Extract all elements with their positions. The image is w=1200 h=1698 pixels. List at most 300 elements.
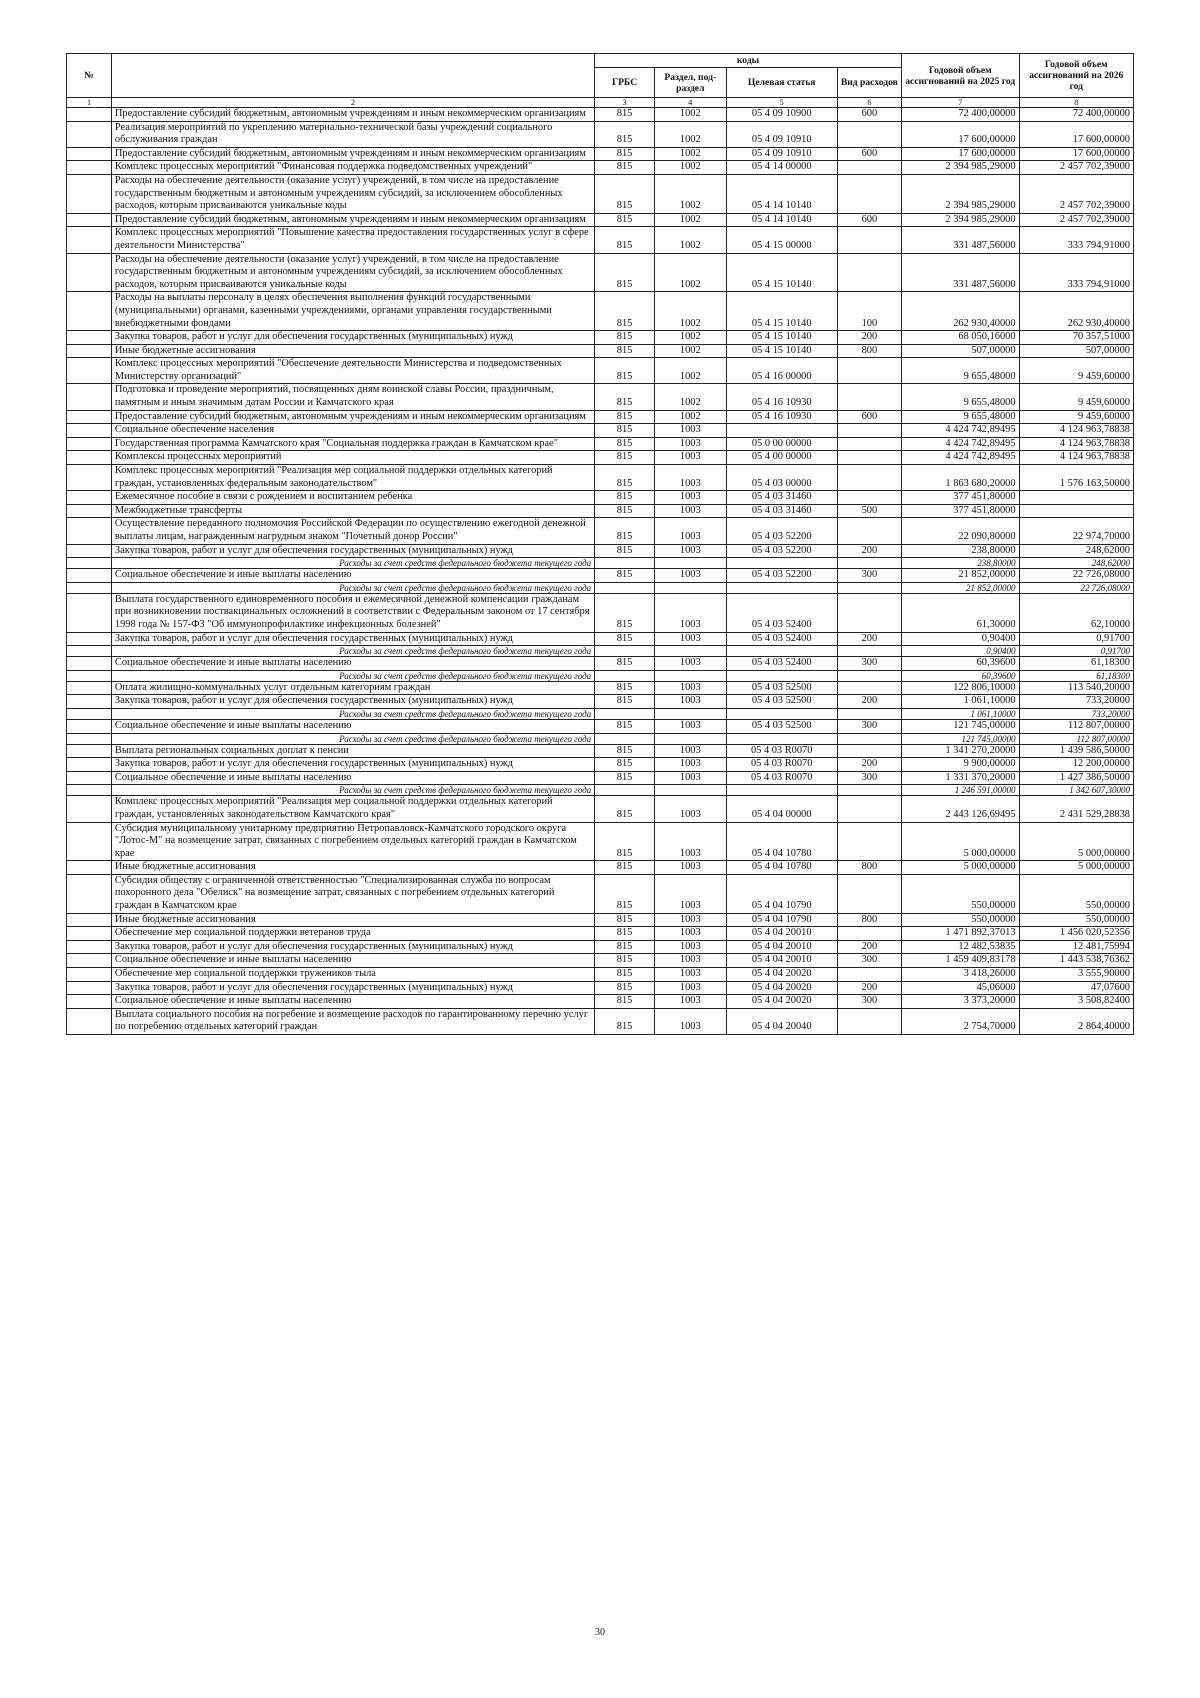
row-value-2026: 333 794,91000 [1019,253,1133,292]
row-target [726,670,837,681]
row-name: Предоставление субсидий бюджетным, автономным учреждениям и иным некоммерческим организациям [111,213,594,227]
row-grbs: 815 [595,518,655,544]
row-value-2026: 22 974,70000 [1019,518,1133,544]
row-number [67,544,112,558]
row-value-2026: 1 443 538,76362 [1019,954,1133,968]
row-kind: 600 [837,213,901,227]
row-target [726,708,837,719]
row-target: 05 4 04 20010 [726,954,837,968]
row-grbs [595,558,655,569]
row-name: Социальное обеспечение и иные выплаты населению [111,995,594,1009]
subtotal-row [67,733,1134,744]
row-number [67,940,112,954]
table-row [67,569,1134,583]
row-grbs: 815 [595,695,655,709]
row-grbs: 815 [595,822,655,861]
row-target: 05 4 03 00000 [726,465,837,491]
row-value-2025: 9 655,48000 [901,384,1019,410]
row-grbs: 815 [595,544,655,558]
budget-table [66,53,1134,1035]
row-name: Расходы за счет средств федерального бюджета текущего года [111,582,594,593]
row-value-2026: 2 457 702,39000 [1019,161,1133,175]
row-value-2026: 733,20000 [1019,708,1133,719]
row-kind: 600 [837,147,901,161]
table-row [67,1008,1134,1034]
row-target: 05 4 09 10910 [726,121,837,147]
row-number [67,913,112,927]
row-section: 1003 [654,771,726,785]
row-kind: 200 [837,331,901,345]
row-grbs: 815 [595,927,655,941]
col-num: 6 [837,98,901,108]
row-target: 05 4 03 52400 [726,657,837,671]
row-value-2025: 1 471 892,37013 [901,927,1019,941]
table-row [67,744,1134,758]
row-name: Закупка товаров, работ и услуг для обеспечения государственных (муниципальных) нужд [111,695,594,709]
row-target: 05 4 03 52200 [726,569,837,583]
row-grbs: 815 [595,437,655,451]
row-value-2025: 2 394 985,29000 [901,174,1019,213]
row-kind [837,744,901,758]
row-target: 05 4 03 52200 [726,518,837,544]
row-number [67,558,112,569]
row-grbs: 815 [595,861,655,875]
row-section: 1003 [654,981,726,995]
row-section: 1002 [654,292,726,331]
row-number [67,582,112,593]
row-grbs: 815 [595,719,655,733]
row-value-2025: 5 000,00000 [901,822,1019,861]
row-section: 1003 [654,913,726,927]
row-value-2026: 507,00000 [1019,344,1133,358]
row-target: 05 4 03 52400 [726,632,837,646]
row-value-2025: 21 852,00000 [901,569,1019,583]
header-codes: коды [595,54,902,68]
row-grbs: 815 [595,358,655,384]
col-num: 1 [67,98,112,108]
row-section: 1002 [654,227,726,253]
row-value-2025: 1 459 409,83178 [901,954,1019,968]
row-target: 05 4 15 10140 [726,253,837,292]
row-value-2026: 12 481,75994 [1019,940,1133,954]
row-section: 1003 [654,822,726,861]
row-number [67,981,112,995]
row-value-2025: 122 806,10000 [901,681,1019,695]
row-value-2026: 112 807,00000 [1019,733,1133,744]
row-value-2026: 9 459,60000 [1019,384,1133,410]
row-kind [837,874,901,913]
row-value-2026: 3 508,82400 [1019,995,1133,1009]
row-kind [837,582,901,593]
subtotal-row [67,708,1134,719]
row-value-2025: 3 373,20000 [901,995,1019,1009]
row-grbs: 815 [595,410,655,424]
row-section: 1003 [654,451,726,465]
row-value-2026: 113 540,20000 [1019,681,1133,695]
row-section: 1003 [654,927,726,941]
row-value-2025: 1 061,10000 [901,708,1019,719]
table-row [67,161,1134,175]
row-name: Предоставление субсидий бюджетным, автономным учреждениям и иным некоммерческим организациям [111,108,594,122]
row-kind: 300 [837,719,901,733]
row-value-2026: 1 342 607,30000 [1019,785,1133,796]
row-target: 05 4 15 10140 [726,331,837,345]
table-row [67,518,1134,544]
row-name: Комплекс процессных мероприятий "Реализация мер социальной поддержки отдельных категорий граждан, установленных федеральным законодательством" [111,465,594,491]
row-grbs: 815 [595,913,655,927]
row-grbs: 815 [595,121,655,147]
row-kind [837,670,901,681]
row-grbs: 815 [595,504,655,518]
row-name: Обеспечение мер социальной поддержки тружеников тыла [111,968,594,982]
row-name: Расходы за счет средств федерального бюджета текущего года [111,646,594,657]
row-kind: 300 [837,657,901,671]
row-value-2025: 2 394 985,29000 [901,161,1019,175]
row-kind [837,646,901,657]
row-value-2025: 377 451,80000 [901,504,1019,518]
row-value-2025: 262 930,40000 [901,292,1019,331]
row-number [67,995,112,1009]
row-value-2025: 1 246 591,00000 [901,785,1019,796]
row-number [67,227,112,253]
row-target: 05 4 16 10930 [726,384,837,410]
row-kind [837,465,901,491]
row-kind [837,593,901,632]
row-value-2026: 5 000,00000 [1019,822,1133,861]
row-section [654,582,726,593]
row-grbs [595,670,655,681]
col-num: 3 [595,98,655,108]
row-value-2026: 2 457 702,39000 [1019,174,1133,213]
row-name: Социальное обеспечение и иные выплаты населению [111,719,594,733]
row-section: 1002 [654,161,726,175]
row-value-2026: 0,91700 [1019,632,1133,646]
row-value-2025: 2 394 985,29000 [901,213,1019,227]
row-name: Иные бюджетные ассигнования [111,344,594,358]
row-number [67,384,112,410]
row-value-2025: 12 482,53835 [901,940,1019,954]
row-number [67,681,112,695]
row-target: 05 4 03 R0070 [726,771,837,785]
row-kind: 600 [837,108,901,122]
row-section: 1003 [654,968,726,982]
row-number [67,465,112,491]
row-name: Комплексы процессных мероприятий [111,451,594,465]
row-grbs: 815 [595,569,655,583]
row-section: 1003 [654,504,726,518]
row-name: Выплата социального пособия на погребение и возмещение расходов по гарантированному перечню услуг по погребению отдельных категорий граждан [111,1008,594,1034]
row-name: Оплата жилищно-коммунальных услуг отдельным категориям граждан [111,681,594,695]
row-value-2026: 112 807,00000 [1019,719,1133,733]
row-name: Расходы на обеспечение деятельности (оказание услуг) учреждений, в том числе на предоставление государственным бюджетным и автономным учреждениям субсидий, за исключением обособленных расходов, которым присваиваются уникальные коды [111,253,594,292]
table-row [67,995,1134,1009]
row-section: 1003 [654,1008,726,1034]
row-grbs: 815 [595,292,655,331]
row-value-2025: 4 424 742,89495 [901,437,1019,451]
row-value-2025: 331 487,56000 [901,253,1019,292]
row-value-2025: 5 000,00000 [901,861,1019,875]
row-number [67,657,112,671]
row-value-2025: 238,80000 [901,558,1019,569]
table-row [67,695,1134,709]
row-section [654,785,726,796]
row-target: 05 4 03 52500 [726,681,837,695]
row-number [67,695,112,709]
row-value-2026 [1019,491,1133,505]
row-value-2025: 45,06000 [901,981,1019,995]
row-number [67,785,112,796]
row-grbs: 815 [595,796,655,822]
row-section: 1003 [654,719,726,733]
row-number [67,593,112,632]
row-kind [837,121,901,147]
row-target: 05 4 04 00000 [726,796,837,822]
row-section [654,708,726,719]
row-section: 1003 [654,593,726,632]
row-kind: 200 [837,632,901,646]
row-target: 05 4 15 00000 [726,227,837,253]
row-grbs: 815 [595,954,655,968]
table-row [67,927,1134,941]
row-kind: 200 [837,758,901,772]
row-name: Социальное обеспечение населения [111,424,594,438]
row-target: 05 4 04 10780 [726,822,837,861]
row-kind [837,785,901,796]
row-kind: 100 [837,292,901,331]
row-kind [837,1008,901,1034]
table-row [67,253,1134,292]
row-kind [837,424,901,438]
row-value-2025: 331 487,56000 [901,227,1019,253]
row-value-2026: 47,07600 [1019,981,1133,995]
row-value-2026: 22 726,08000 [1019,569,1133,583]
row-section: 1003 [654,518,726,544]
row-number [67,708,112,719]
row-number [67,344,112,358]
table-row [67,981,1134,995]
row-grbs: 815 [595,491,655,505]
row-number [67,424,112,438]
row-section: 1002 [654,174,726,213]
row-target: 05 4 03 52500 [726,695,837,709]
row-number [67,1008,112,1034]
row-section: 1002 [654,331,726,345]
row-section: 1002 [654,253,726,292]
header-kind: Вид расходов [837,68,901,98]
row-grbs: 815 [595,995,655,1009]
row-kind: 300 [837,995,901,1009]
col-num: 2 [111,98,594,108]
row-number [67,861,112,875]
row-value-2026 [1019,504,1133,518]
row-name: Выплата региональных социальных доплат к пенсии [111,744,594,758]
row-number [67,822,112,861]
row-grbs: 815 [595,874,655,913]
row-name: Расходы за счет средств федерального бюджета текущего года [111,733,594,744]
row-kind [837,733,901,744]
row-section: 1002 [654,410,726,424]
row-name: Подготовка и проведение мероприятий, посвященных дням воинской славы России, праздничным, памятным и иным значимым датам России и Камчатского края [111,384,594,410]
table-row [67,632,1134,646]
row-value-2026: 248,62000 [1019,558,1133,569]
row-kind: 800 [837,344,901,358]
row-number [67,719,112,733]
row-number [67,796,112,822]
row-kind [837,174,901,213]
row-name: Расходы за счет средств федерального бюджета текущего года [111,708,594,719]
col-num: 8 [1019,98,1133,108]
table-row [67,121,1134,147]
row-grbs: 815 [595,593,655,632]
table-row [67,358,1134,384]
row-section: 1002 [654,213,726,227]
row-value-2026: 5 000,00000 [1019,861,1133,875]
row-value-2026: 17 600,00000 [1019,147,1133,161]
table-row [67,424,1134,438]
row-value-2026: 61,18300 [1019,657,1133,671]
row-section: 1003 [654,995,726,1009]
row-name: Предоставление субсидий бюджетным, автономным учреждениям и иным некоммерческим организациям [111,410,594,424]
row-value-2026: 2 431 529,28838 [1019,796,1133,822]
row-target: 05 4 15 10140 [726,344,837,358]
row-kind [837,491,901,505]
row-value-2026: 1 439 586,50000 [1019,744,1133,758]
row-target: 05 4 03 52400 [726,593,837,632]
row-kind [837,558,901,569]
row-value-2025: 21 852,00000 [901,582,1019,593]
row-number [67,358,112,384]
table-row [67,465,1134,491]
row-value-2026: 1 427 386,50000 [1019,771,1133,785]
row-number [67,744,112,758]
row-value-2025: 17 600,00000 [901,121,1019,147]
row-section: 1003 [654,657,726,671]
row-name: Комплекс процессных мероприятий "Повышение качества предоставления государственных услуг в сфере деятельности Министерства" [111,227,594,253]
table-row [67,719,1134,733]
row-number [67,491,112,505]
row-target [726,646,837,657]
row-section [654,558,726,569]
row-section: 1003 [654,491,726,505]
row-name: Комплекс процессных мероприятий "Финансовая поддержка подведомственных учреждений" [111,161,594,175]
table-row [67,384,1134,410]
row-value-2026: 4 124 963,78838 [1019,437,1133,451]
row-grbs [595,646,655,657]
row-grbs [595,582,655,593]
row-value-2026: 3 555,90000 [1019,968,1133,982]
row-kind [837,968,901,982]
row-name: Комплекс процессных мероприятий "Обеспечение деятельности Министерства и подведомственных Министерству организаций" [111,358,594,384]
row-name: Социальное обеспечение и иные выплаты населению [111,569,594,583]
row-name: Расходы на обеспечение деятельности (оказание услуг) учреждений, в том числе на предоставление государственным бюджетным и автономным учреждениям субсидий, за исключением обособленных расходов, которым присваиваются уникальные коды [111,174,594,213]
row-grbs: 815 [595,424,655,438]
table-row [67,796,1134,822]
row-name: Иные бюджетные ассигнования [111,913,594,927]
row-number [67,437,112,451]
row-target: 05 4 03 31460 [726,504,837,518]
row-section: 1003 [654,940,726,954]
row-value-2026: 1 456 020,52356 [1019,927,1133,941]
header-number: № [67,54,112,98]
table-row [67,504,1134,518]
table-row [67,544,1134,558]
row-number [67,147,112,161]
row-number [67,954,112,968]
table-row [67,593,1134,632]
row-target: 05 4 04 20020 [726,981,837,995]
row-kind [837,161,901,175]
row-value-2025: 507,00000 [901,344,1019,358]
row-number [67,161,112,175]
row-number [67,174,112,213]
row-name: Реализация мероприятий по укреплению материально-технической базы учреждений социального обслуживания граждан [111,121,594,147]
table-row [67,451,1134,465]
row-value-2026: 333 794,91000 [1019,227,1133,253]
row-section: 1003 [654,796,726,822]
row-grbs: 815 [595,981,655,995]
row-name: Осуществление переданного полномочия Российской Федерации по осуществлению ежегодной денежной выплаты лицам, награжденным нагрудным знаком "Почетный донор России" [111,518,594,544]
row-number [67,569,112,583]
row-value-2025: 2 754,70000 [901,1008,1019,1034]
row-grbs: 815 [595,161,655,175]
row-section: 1003 [654,569,726,583]
row-value-2025: 68 050,16000 [901,331,1019,345]
subtotal-row [67,558,1134,569]
row-target: 05 4 16 10930 [726,410,837,424]
row-grbs [595,785,655,796]
page-number: 30 [595,1627,605,1638]
row-name: Обеспечение мер социальной поддержки ветеранов труда [111,927,594,941]
row-section: 1002 [654,121,726,147]
row-kind [837,384,901,410]
row-name: Закупка товаров, работ и услуг для обеспечения государственных (муниципальных) нужд [111,331,594,345]
row-name: Закупка товаров, работ и услуг для обеспечения государственных (муниципальных) нужд [111,981,594,995]
row-name: Закупка товаров, работ и услуг для обеспечения государственных (муниципальных) нужд [111,758,594,772]
row-number [67,518,112,544]
table-row [67,213,1134,227]
row-name: Субсидия муниципальному унитарному предприятию Петропавловск-Камчатского городского округа "Лотос-М" на возмещение затрат, связанных с погребением отдельных категорий граждан в Камчатском крае [111,822,594,861]
row-grbs: 815 [595,213,655,227]
row-name: Расходы за счет средств федерального бюджета текущего года [111,670,594,681]
row-number [67,646,112,657]
row-section: 1003 [654,695,726,709]
row-grbs: 815 [595,771,655,785]
row-grbs: 815 [595,1008,655,1034]
row-number [67,874,112,913]
row-value-2025: 9 655,48000 [901,358,1019,384]
row-target: 05 4 03 52500 [726,719,837,733]
col-num: 4 [654,98,726,108]
row-name: Закупка товаров, работ и услуг для обеспечения государственных (муниципальных) нужд [111,940,594,954]
row-number [67,927,112,941]
row-number [67,253,112,292]
row-target: 05 4 00 00000 [726,451,837,465]
row-target: 05 4 03 31460 [726,491,837,505]
row-value-2025: 121 745,00000 [901,719,1019,733]
table-row [67,874,1134,913]
row-target [726,785,837,796]
header-target: Целевая статья [726,68,837,98]
row-grbs: 815 [595,465,655,491]
row-grbs: 815 [595,253,655,292]
row-target [726,424,837,438]
row-target: 05 4 03 R0070 [726,744,837,758]
row-value-2026: 0,91700 [1019,646,1133,657]
row-value-2025: 1 863 680,20000 [901,465,1019,491]
row-grbs: 815 [595,147,655,161]
table-row [67,331,1134,345]
row-value-2026: 62,10000 [1019,593,1133,632]
